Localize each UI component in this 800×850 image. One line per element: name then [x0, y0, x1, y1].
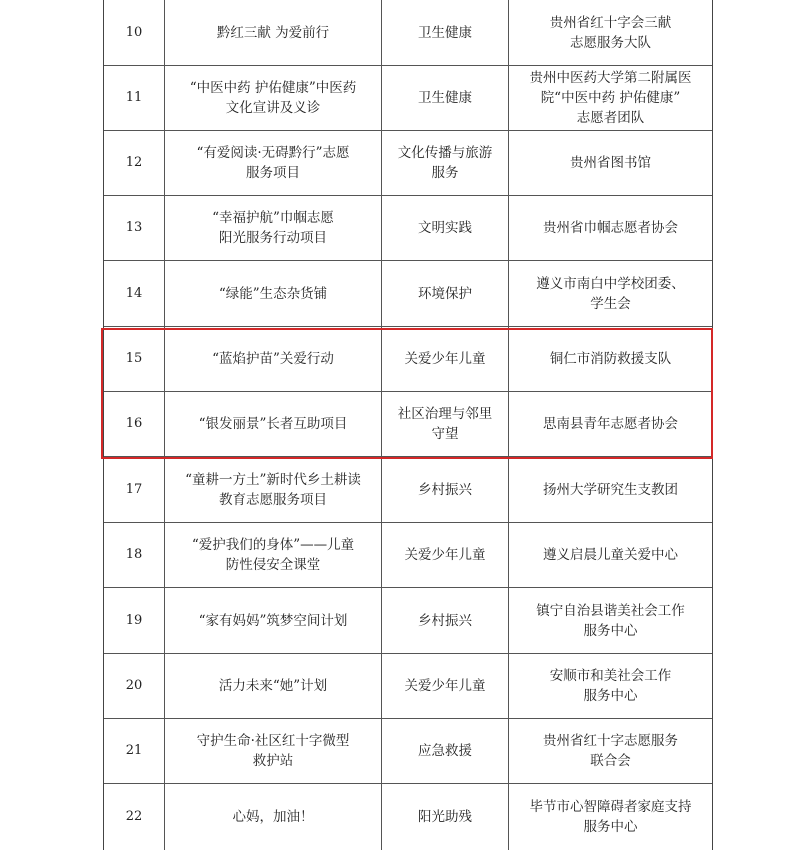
project-category: 关爱少年儿童 — [381, 523, 508, 587]
project-organization: 贵州省巾帼志愿者协会 — [508, 196, 712, 260]
project-category: 关爱少年儿童 — [381, 654, 508, 718]
project-name: “中医中药 护佑健康”中医药 文化宣讲及义诊 — [164, 66, 381, 130]
table-row — [104, 654, 712, 719]
table-row — [104, 66, 712, 131]
project-organization: 思南县青年志愿者协会 — [508, 392, 712, 456]
project-organization: 毕节市心智障碍者家庭支持 服务中心 — [508, 784, 712, 850]
project-organization: 贵州省图书馆 — [508, 131, 712, 195]
row-number: 11 — [125, 90, 143, 105]
row-number: 16 — [125, 416, 143, 431]
row-number: 13 — [125, 220, 143, 235]
project-organization: 铜仁市消防救援支队 — [508, 327, 712, 391]
project-organization: 贵州中医药大学第二附属医 院“中医中药 护佑健康” 志愿者团队 — [508, 66, 712, 130]
project-name: 活力未来“她”计划 — [164, 654, 381, 718]
project-organization: 扬州大学研究生支教团 — [508, 457, 712, 522]
project-category: 社区治理与邻里 守望 — [381, 392, 508, 456]
project-category: 文明实践 — [381, 196, 508, 260]
project-organization: 贵州省红十字会三献 志愿服务大队 — [508, 0, 712, 65]
row-number: 12 — [125, 155, 143, 170]
project-organization: 贵州省红十字志愿服务 联合会 — [508, 719, 712, 783]
project-category: 文化传播与旅游 服务 — [381, 131, 508, 195]
table-row — [104, 523, 712, 588]
table-row — [104, 327, 712, 392]
project-name: 心妈，加油！ — [164, 784, 381, 850]
table-row — [104, 457, 712, 523]
row-number: 19 — [125, 612, 143, 628]
project-name: 守护生命·社区红十字微型 救护站 — [164, 719, 381, 783]
project-category: 关爱少年儿童 — [381, 327, 508, 391]
project-name: “家有妈妈”筑梦空间计划 — [164, 588, 381, 653]
project-organization: 遵义启晨儿童关爱中心 — [508, 523, 712, 587]
row-number: 20 — [125, 678, 143, 693]
row-number: 15 — [125, 351, 143, 366]
project-name: “有爱阅读·无碍黔行”志愿 服务项目 — [164, 131, 381, 195]
row-number: 17 — [125, 481, 143, 497]
table-row — [104, 588, 712, 654]
project-organization: 遵义市南白中学校团委、 学生会 — [508, 261, 712, 326]
project-name: “银发丽景”长者互助项目 — [164, 392, 381, 456]
project-name: “蓝焰护苗”关爱行动 — [164, 327, 381, 391]
project-category: 乡村振兴 — [381, 457, 508, 522]
table-row — [104, 261, 712, 327]
project-name: “童耕一方土”新时代乡土耕读 教育志愿服务项目 — [164, 457, 381, 522]
project-name: “爱护我们的身体”——儿童 防性侵安全课堂 — [164, 523, 381, 587]
table-row — [104, 719, 712, 784]
project-organization: 镇宁自治县谐美社会工作 服务中心 — [508, 588, 712, 653]
table-row — [104, 131, 712, 196]
project-organization: 安顺市和美社会工作 服务中心 — [508, 654, 712, 718]
project-name: “绿能”生态杂货铺 — [164, 261, 381, 326]
project-table — [103, 0, 713, 850]
row-number: 22 — [125, 809, 143, 824]
project-category: 卫生健康 — [381, 0, 508, 65]
project-category: 乡村振兴 — [381, 588, 508, 653]
table-row — [104, 392, 712, 457]
project-category: 卫生健康 — [381, 66, 508, 130]
project-name: 黔红三献 为爱前行 — [164, 0, 381, 65]
project-category: 阳光助残 — [381, 784, 508, 850]
table-row — [104, 196, 712, 261]
row-number: 14 — [125, 285, 143, 301]
row-number: 18 — [125, 547, 143, 562]
row-number: 21 — [125, 743, 143, 758]
row-number: 10 — [125, 24, 143, 40]
table-row — [104, 0, 712, 66]
project-category: 环境保护 — [381, 261, 508, 326]
project-name: “幸福护航”巾帼志愿 阳光服务行动项目 — [164, 196, 381, 260]
project-category: 应急救援 — [381, 719, 508, 783]
table-row — [104, 784, 712, 850]
